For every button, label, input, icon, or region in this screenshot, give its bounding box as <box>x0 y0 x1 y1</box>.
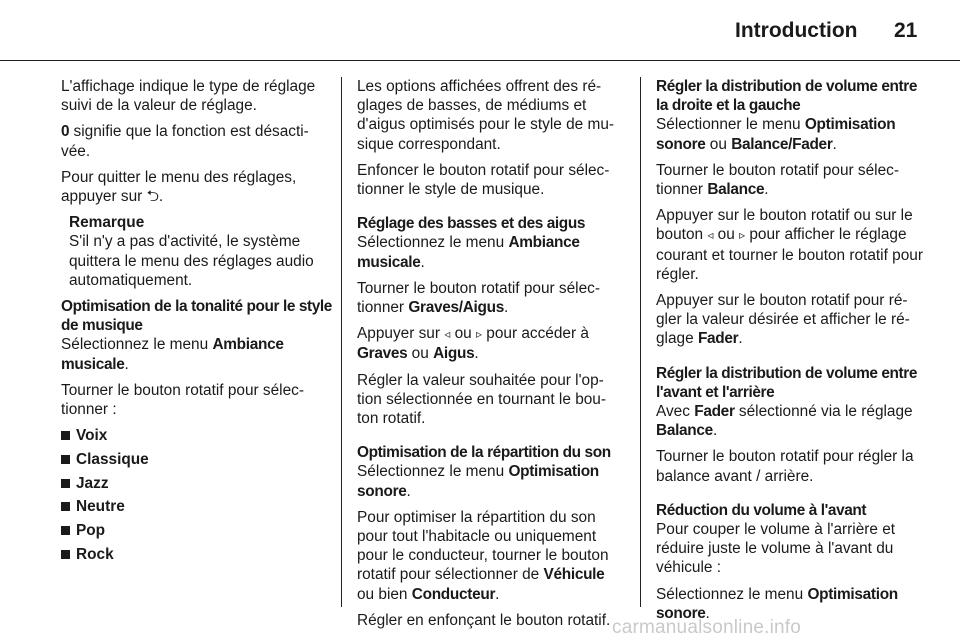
paragraph: 0 signifie que la fonction est désacti-vée. <box>61 123 309 160</box>
paragraph: Appuyer sur ◃ ou ▹ pour accéder à Graves ou Aigus. <box>357 325 589 363</box>
section-heading: Optimisation de la tonalité pour le style de musique <box>61 298 332 335</box>
list-item: Neutre <box>61 497 333 516</box>
right-arrow-icon: ▹ <box>739 228 746 243</box>
paragraph: Sélectionnez le menu Optimisation sonore. <box>357 463 599 500</box>
bullet-icon <box>61 526 70 535</box>
column-divider-1 <box>341 77 342 607</box>
paragraph: Régler la valeur souhaitée pour l'op-tion sélectionnée en tournant le bou-ton rotatif. <box>357 371 606 428</box>
column-1 <box>61 77 333 568</box>
paragraph: Sélectionnez le menu Ambiance musicale. <box>357 234 580 271</box>
paragraph: Appuyer sur le bouton rotatif ou sur le bouton ◃ ou ▹ pour afficher le réglage courant et tourner le bouton rotatif pour régler. <box>656 207 923 283</box>
paragraph: Régler en enfonçant le bouton rotatif. <box>357 611 611 629</box>
paragraph: Tourner le bouton rotatif pour sélec-tionner Balance. <box>656 161 899 199</box>
section-heading: Optimisation de la répartition du son <box>357 444 611 462</box>
paragraph: Pour quitter le menu des réglages, appuyer sur ⮌. <box>61 168 297 206</box>
column-divider-2 <box>640 77 641 607</box>
paragraph: Pour optimiser la répartition du son pour tout l'habitacle ou uniquement pour le conducteur, tourner le bouton rotatif pour sélectionner de Véhicule ou bien Conducteur. <box>357 508 609 603</box>
paragraph: Appuyer sur le bouton rotatif pour ré-gler la valeur désirée et afficher le ré-glage Fader. <box>656 292 910 348</box>
bullet-icon <box>61 455 70 464</box>
left-arrow-icon: ◃ <box>444 327 451 342</box>
paragraph: Sélectionnez le menu Ambiance musicale. <box>61 336 284 373</box>
section-heading: Régler la distribution de volume entre la droite et la gauche <box>656 78 918 115</box>
column-3 <box>656 77 924 630</box>
list-item: Rock <box>61 545 333 564</box>
section-heading: Réglage des basses et des aigus <box>357 215 585 233</box>
paragraph: Pour couper le volume à l'arrière et réduire juste le volume à l'avant du véhicule : <box>656 521 896 577</box>
note-text: S'il n'y a pas d'activité, le système quittera le menu des réglages audio automatiquement. <box>69 233 314 289</box>
paragraph: Les options affichées offrent des ré-glages de basses, de médiums et d'aigus optimisés pour le style de mu-sique correspondant. <box>357 78 615 153</box>
paragraph: Enfoncer le bouton rotatif pour sélec-tionner le style de musique. <box>357 161 610 199</box>
music-style-list <box>61 426 333 564</box>
header-divider <box>0 60 960 61</box>
section-heading: Régler la distribution de volume entre l'avant et l'arrière <box>656 364 918 401</box>
paragraph: Tourner le bouton rotatif pour sélec-tionner : <box>61 381 304 419</box>
watermark: carmanualsonline.info <box>612 617 802 638</box>
list-item: Jazz <box>61 474 333 493</box>
paragraph: Tourner le bouton rotatif pour sélec-tionner Graves/Aigus. <box>357 279 600 317</box>
column-2 <box>357 77 625 637</box>
list-item: Voix <box>61 426 333 445</box>
bullet-icon <box>61 502 70 511</box>
bullet-icon <box>61 550 70 559</box>
right-arrow-icon: ▹ <box>475 327 482 342</box>
page-number: 21 <box>894 19 918 42</box>
paragraph: Sélectionner le menu Optimisation sonore ou Balance/Fader. <box>656 116 896 153</box>
section-heading: Réduction du volume à l'avant <box>656 501 867 519</box>
bullet-icon <box>61 479 70 488</box>
back-icon: ⮌ <box>146 188 159 206</box>
list-item: Classique <box>61 450 333 469</box>
bullet-icon <box>61 431 70 440</box>
paragraph: Tourner le bouton rotatif pour régler la balance avant / arrière. <box>656 448 914 485</box>
note-title: Remarque <box>69 214 145 232</box>
paragraph: Sélectionnez le menu Optimisation sonore. <box>656 585 898 622</box>
header-title: Introduction <box>735 19 858 42</box>
note-box <box>61 213 333 290</box>
list-item: Pop <box>61 521 333 540</box>
left-arrow-icon: ◃ <box>707 228 714 243</box>
paragraph: Avec Fader sélectionné via le réglage Balance. <box>656 403 913 440</box>
paragraph: L'affichage indique le type de réglage suivi de la valeur de réglage. <box>61 78 316 115</box>
